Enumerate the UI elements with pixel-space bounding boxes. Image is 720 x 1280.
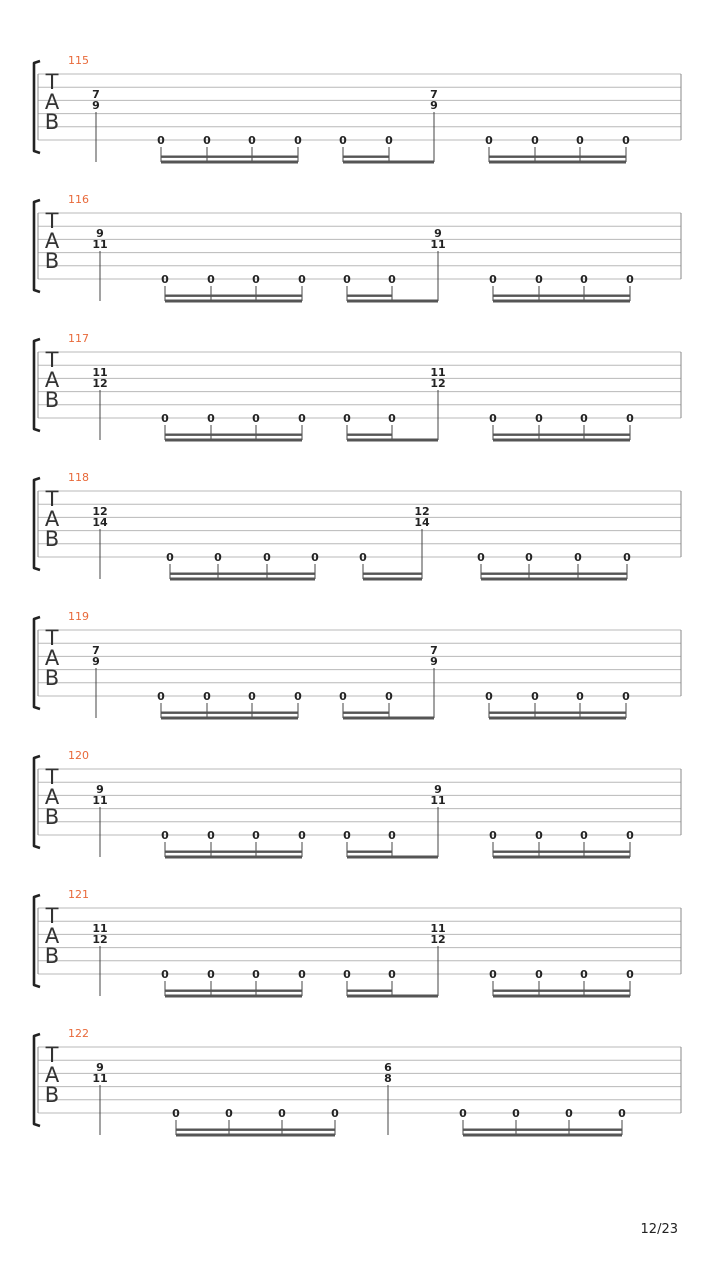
system-bracket <box>34 895 40 987</box>
fret-number: 0 <box>535 412 543 425</box>
beam <box>347 856 438 859</box>
fret-number: 0 <box>388 829 396 842</box>
tab-clef-b: B <box>44 110 60 134</box>
note <box>92 227 107 301</box>
fret-number: 9 <box>434 783 442 796</box>
fret-number: 0 <box>385 134 393 147</box>
note <box>384 1061 392 1135</box>
staff-svg <box>0 332 720 471</box>
measure-number: 116 <box>68 193 89 206</box>
system-bracket <box>34 617 40 709</box>
fret-number: 12 <box>430 377 446 390</box>
fret-number: 9 <box>430 655 438 668</box>
beam <box>165 995 302 998</box>
system-bracket <box>34 200 40 292</box>
fret-number: 0 <box>626 829 634 842</box>
note <box>92 1061 107 1135</box>
beam <box>347 300 438 303</box>
fret-number: 12 <box>92 505 108 518</box>
fret-number: 0 <box>623 551 631 564</box>
fret-number: 0 <box>203 134 211 147</box>
fret-number: 0 <box>626 273 634 286</box>
beam-secondary <box>363 573 422 575</box>
fret-number: 0 <box>207 968 215 981</box>
note <box>92 88 100 162</box>
fret-number: 14 <box>414 516 430 529</box>
fret-number: 9 <box>430 99 438 112</box>
tab-system <box>0 193 720 332</box>
tab-clef-t: T <box>45 904 59 928</box>
tab-system <box>0 888 720 1027</box>
fret-number: 0 <box>207 273 215 286</box>
fret-number: 0 <box>485 690 493 703</box>
beam <box>493 995 630 998</box>
beam-secondary <box>493 295 630 297</box>
fret-number: 0 <box>477 551 485 564</box>
fret-number: 11 <box>430 366 446 379</box>
fret-number: 8 <box>384 1072 392 1085</box>
fret-number: 0 <box>489 968 497 981</box>
fret-number: 0 <box>339 134 347 147</box>
beam <box>489 161 626 164</box>
fret-number: 0 <box>535 968 543 981</box>
fret-number: 0 <box>161 412 169 425</box>
fret-number: 0 <box>252 829 260 842</box>
fret-number: 0 <box>252 412 260 425</box>
fret-number: 0 <box>580 829 588 842</box>
fret-number: 0 <box>172 1107 180 1120</box>
fret-number: 6 <box>384 1061 392 1074</box>
measure-number: 119 <box>68 610 89 623</box>
staff-svg <box>0 193 720 332</box>
tab-clef-a: A <box>44 507 60 531</box>
tab-clef-a: A <box>44 229 60 253</box>
fret-number: 0 <box>459 1107 467 1120</box>
staff-svg <box>0 471 720 610</box>
fret-number: 12 <box>414 505 430 518</box>
fret-number: 0 <box>388 412 396 425</box>
fret-number: 0 <box>343 829 351 842</box>
system-bracket <box>34 756 40 848</box>
tab-clef-t: T <box>45 1043 59 1067</box>
fret-number: 0 <box>343 968 351 981</box>
fret-number: 9 <box>92 99 100 112</box>
fret-number: 11 <box>92 238 108 251</box>
note <box>430 922 445 996</box>
fret-number: 0 <box>388 273 396 286</box>
tab-system <box>0 610 720 749</box>
tab-system <box>0 332 720 471</box>
tab-clef-t: T <box>45 209 59 233</box>
fret-number: 12 <box>430 933 446 946</box>
note <box>92 644 100 718</box>
page-number: 12/23 <box>640 1222 678 1237</box>
fret-number: 0 <box>576 134 584 147</box>
fret-number: 0 <box>489 829 497 842</box>
tab-clef-b: B <box>44 944 60 968</box>
beam <box>493 439 630 442</box>
beam-secondary <box>463 1129 622 1131</box>
tab-clef-a: A <box>44 368 60 392</box>
beam-secondary <box>161 156 298 158</box>
fret-number: 0 <box>512 1107 520 1120</box>
tab-clef-t: T <box>45 487 59 511</box>
fret-number: 0 <box>252 968 260 981</box>
beam <box>165 300 302 303</box>
tab-clef-t: T <box>45 348 59 372</box>
staff-svg <box>0 888 720 1027</box>
note <box>430 783 445 857</box>
fret-number: 0 <box>531 690 539 703</box>
beam-secondary <box>489 712 626 714</box>
note <box>430 88 438 162</box>
note <box>430 227 445 301</box>
fret-number: 0 <box>278 1107 286 1120</box>
staff-svg <box>0 1027 720 1166</box>
system-bracket <box>34 1034 40 1126</box>
fret-number: 0 <box>294 134 302 147</box>
beam-secondary <box>165 434 302 436</box>
fret-number: 11 <box>430 794 446 807</box>
fret-number: 9 <box>96 1061 104 1074</box>
beam <box>161 161 298 164</box>
fret-number: 12 <box>92 933 108 946</box>
beam-secondary <box>161 712 298 714</box>
measure-number: 120 <box>68 749 89 762</box>
beam <box>165 439 302 442</box>
beam-secondary <box>493 434 630 436</box>
beam-secondary <box>481 573 627 575</box>
beam-secondary <box>165 990 302 992</box>
beam <box>347 995 438 998</box>
tab-clef-t: T <box>45 765 59 789</box>
note <box>92 366 107 440</box>
beam <box>170 578 315 581</box>
tab-clef-a: A <box>44 90 60 114</box>
fret-number: 0 <box>298 412 306 425</box>
measure-number: 118 <box>68 471 89 484</box>
beam <box>347 439 438 442</box>
fret-number: 0 <box>331 1107 339 1120</box>
fret-number: 11 <box>92 1072 108 1085</box>
fret-number: 0 <box>531 134 539 147</box>
tab-clef-a: A <box>44 785 60 809</box>
fret-number: 0 <box>626 968 634 981</box>
note <box>430 366 445 440</box>
beam <box>161 717 298 720</box>
note <box>92 922 107 996</box>
beam <box>463 1134 622 1137</box>
tab-clef-a: A <box>44 646 60 670</box>
beam <box>493 856 630 859</box>
fret-number: 0 <box>489 412 497 425</box>
system-bracket <box>34 478 40 570</box>
beam <box>493 300 630 303</box>
fret-number: 7 <box>92 88 100 101</box>
staff-svg <box>0 610 720 749</box>
fret-number: 0 <box>626 412 634 425</box>
fret-number: 7 <box>92 644 100 657</box>
fret-number: 9 <box>96 227 104 240</box>
fret-number: 0 <box>525 551 533 564</box>
tab-clef-b: B <box>44 666 60 690</box>
fret-number: 0 <box>618 1107 626 1120</box>
fret-number: 0 <box>535 273 543 286</box>
tab-clef-b: B <box>44 805 60 829</box>
note <box>430 644 438 718</box>
fret-number: 0 <box>343 412 351 425</box>
measure-number: 121 <box>68 888 89 901</box>
beam <box>363 578 422 581</box>
fret-number: 0 <box>225 1107 233 1120</box>
fret-number: 0 <box>157 134 165 147</box>
fret-number: 0 <box>485 134 493 147</box>
fret-number: 0 <box>388 968 396 981</box>
system-bracket <box>34 61 40 153</box>
fret-number: 0 <box>622 690 630 703</box>
fret-number: 0 <box>294 690 302 703</box>
fret-number: 0 <box>161 829 169 842</box>
beam <box>176 1134 335 1137</box>
fret-number: 0 <box>203 690 211 703</box>
fret-number: 9 <box>434 227 442 240</box>
staff-svg <box>0 749 720 888</box>
beam-secondary <box>347 990 392 992</box>
fret-number: 0 <box>214 551 222 564</box>
fret-number: 0 <box>622 134 630 147</box>
fret-number: 0 <box>161 968 169 981</box>
fret-number: 0 <box>385 690 393 703</box>
beam-secondary <box>489 156 626 158</box>
fret-number: 7 <box>430 88 438 101</box>
fret-number: 0 <box>339 690 347 703</box>
beam-secondary <box>165 851 302 853</box>
tab-system <box>0 54 720 193</box>
fret-number: 0 <box>580 273 588 286</box>
fret-number: 0 <box>580 412 588 425</box>
fret-number: 12 <box>92 377 108 390</box>
tab-clef-t: T <box>45 70 59 94</box>
fret-number: 11 <box>430 922 446 935</box>
tab-clef-b: B <box>44 1083 60 1107</box>
fret-number: 0 <box>252 273 260 286</box>
note <box>414 505 430 579</box>
fret-number: 0 <box>298 273 306 286</box>
tab-clef-b: B <box>44 249 60 273</box>
tab-system <box>0 471 720 610</box>
fret-number: 14 <box>92 516 108 529</box>
fret-number: 0 <box>207 829 215 842</box>
beam <box>165 856 302 859</box>
fret-number: 0 <box>161 273 169 286</box>
fret-number: 0 <box>343 273 351 286</box>
fret-number: 0 <box>248 690 256 703</box>
beam-secondary <box>343 712 389 714</box>
beam-secondary <box>176 1129 335 1131</box>
beam-secondary <box>347 295 392 297</box>
beam <box>343 717 434 720</box>
fret-number: 0 <box>157 690 165 703</box>
beam-secondary <box>347 851 392 853</box>
tab-clef-b: B <box>44 388 60 412</box>
beam <box>489 717 626 720</box>
staff-svg <box>0 54 720 193</box>
fret-number: 0 <box>535 829 543 842</box>
beam <box>343 161 434 164</box>
measure-number: 117 <box>68 332 89 345</box>
beam-secondary <box>165 295 302 297</box>
tab-system <box>0 1027 720 1166</box>
tab-clef-a: A <box>44 924 60 948</box>
fret-number: 0 <box>311 551 319 564</box>
beam <box>481 578 627 581</box>
beam-secondary <box>343 156 389 158</box>
measure-number: 115 <box>68 54 89 67</box>
note <box>92 783 107 857</box>
fret-number: 0 <box>489 273 497 286</box>
fret-number: 11 <box>92 794 108 807</box>
fret-number: 11 <box>92 922 108 935</box>
fret-number: 0 <box>298 829 306 842</box>
tab-system <box>0 749 720 888</box>
fret-number: 0 <box>298 968 306 981</box>
beam-secondary <box>347 434 392 436</box>
fret-number: 0 <box>263 551 271 564</box>
tab-clef-t: T <box>45 626 59 650</box>
fret-number: 11 <box>92 366 108 379</box>
fret-number: 0 <box>565 1107 573 1120</box>
fret-number: 0 <box>207 412 215 425</box>
fret-number: 0 <box>574 551 582 564</box>
fret-number: 0 <box>576 690 584 703</box>
beam-secondary <box>493 851 630 853</box>
fret-number: 9 <box>96 783 104 796</box>
tab-clef-b: B <box>44 527 60 551</box>
fret-number: 9 <box>92 655 100 668</box>
fret-number: 0 <box>248 134 256 147</box>
tab-clef-a: A <box>44 1063 60 1087</box>
fret-number: 0 <box>580 968 588 981</box>
note <box>92 505 108 579</box>
system-bracket <box>34 339 40 431</box>
fret-number: 0 <box>166 551 174 564</box>
beam-secondary <box>493 990 630 992</box>
measure-number: 122 <box>68 1027 89 1040</box>
fret-number: 11 <box>430 238 446 251</box>
fret-number: 7 <box>430 644 438 657</box>
fret-number: 0 <box>359 551 367 564</box>
beam-secondary <box>170 573 315 575</box>
